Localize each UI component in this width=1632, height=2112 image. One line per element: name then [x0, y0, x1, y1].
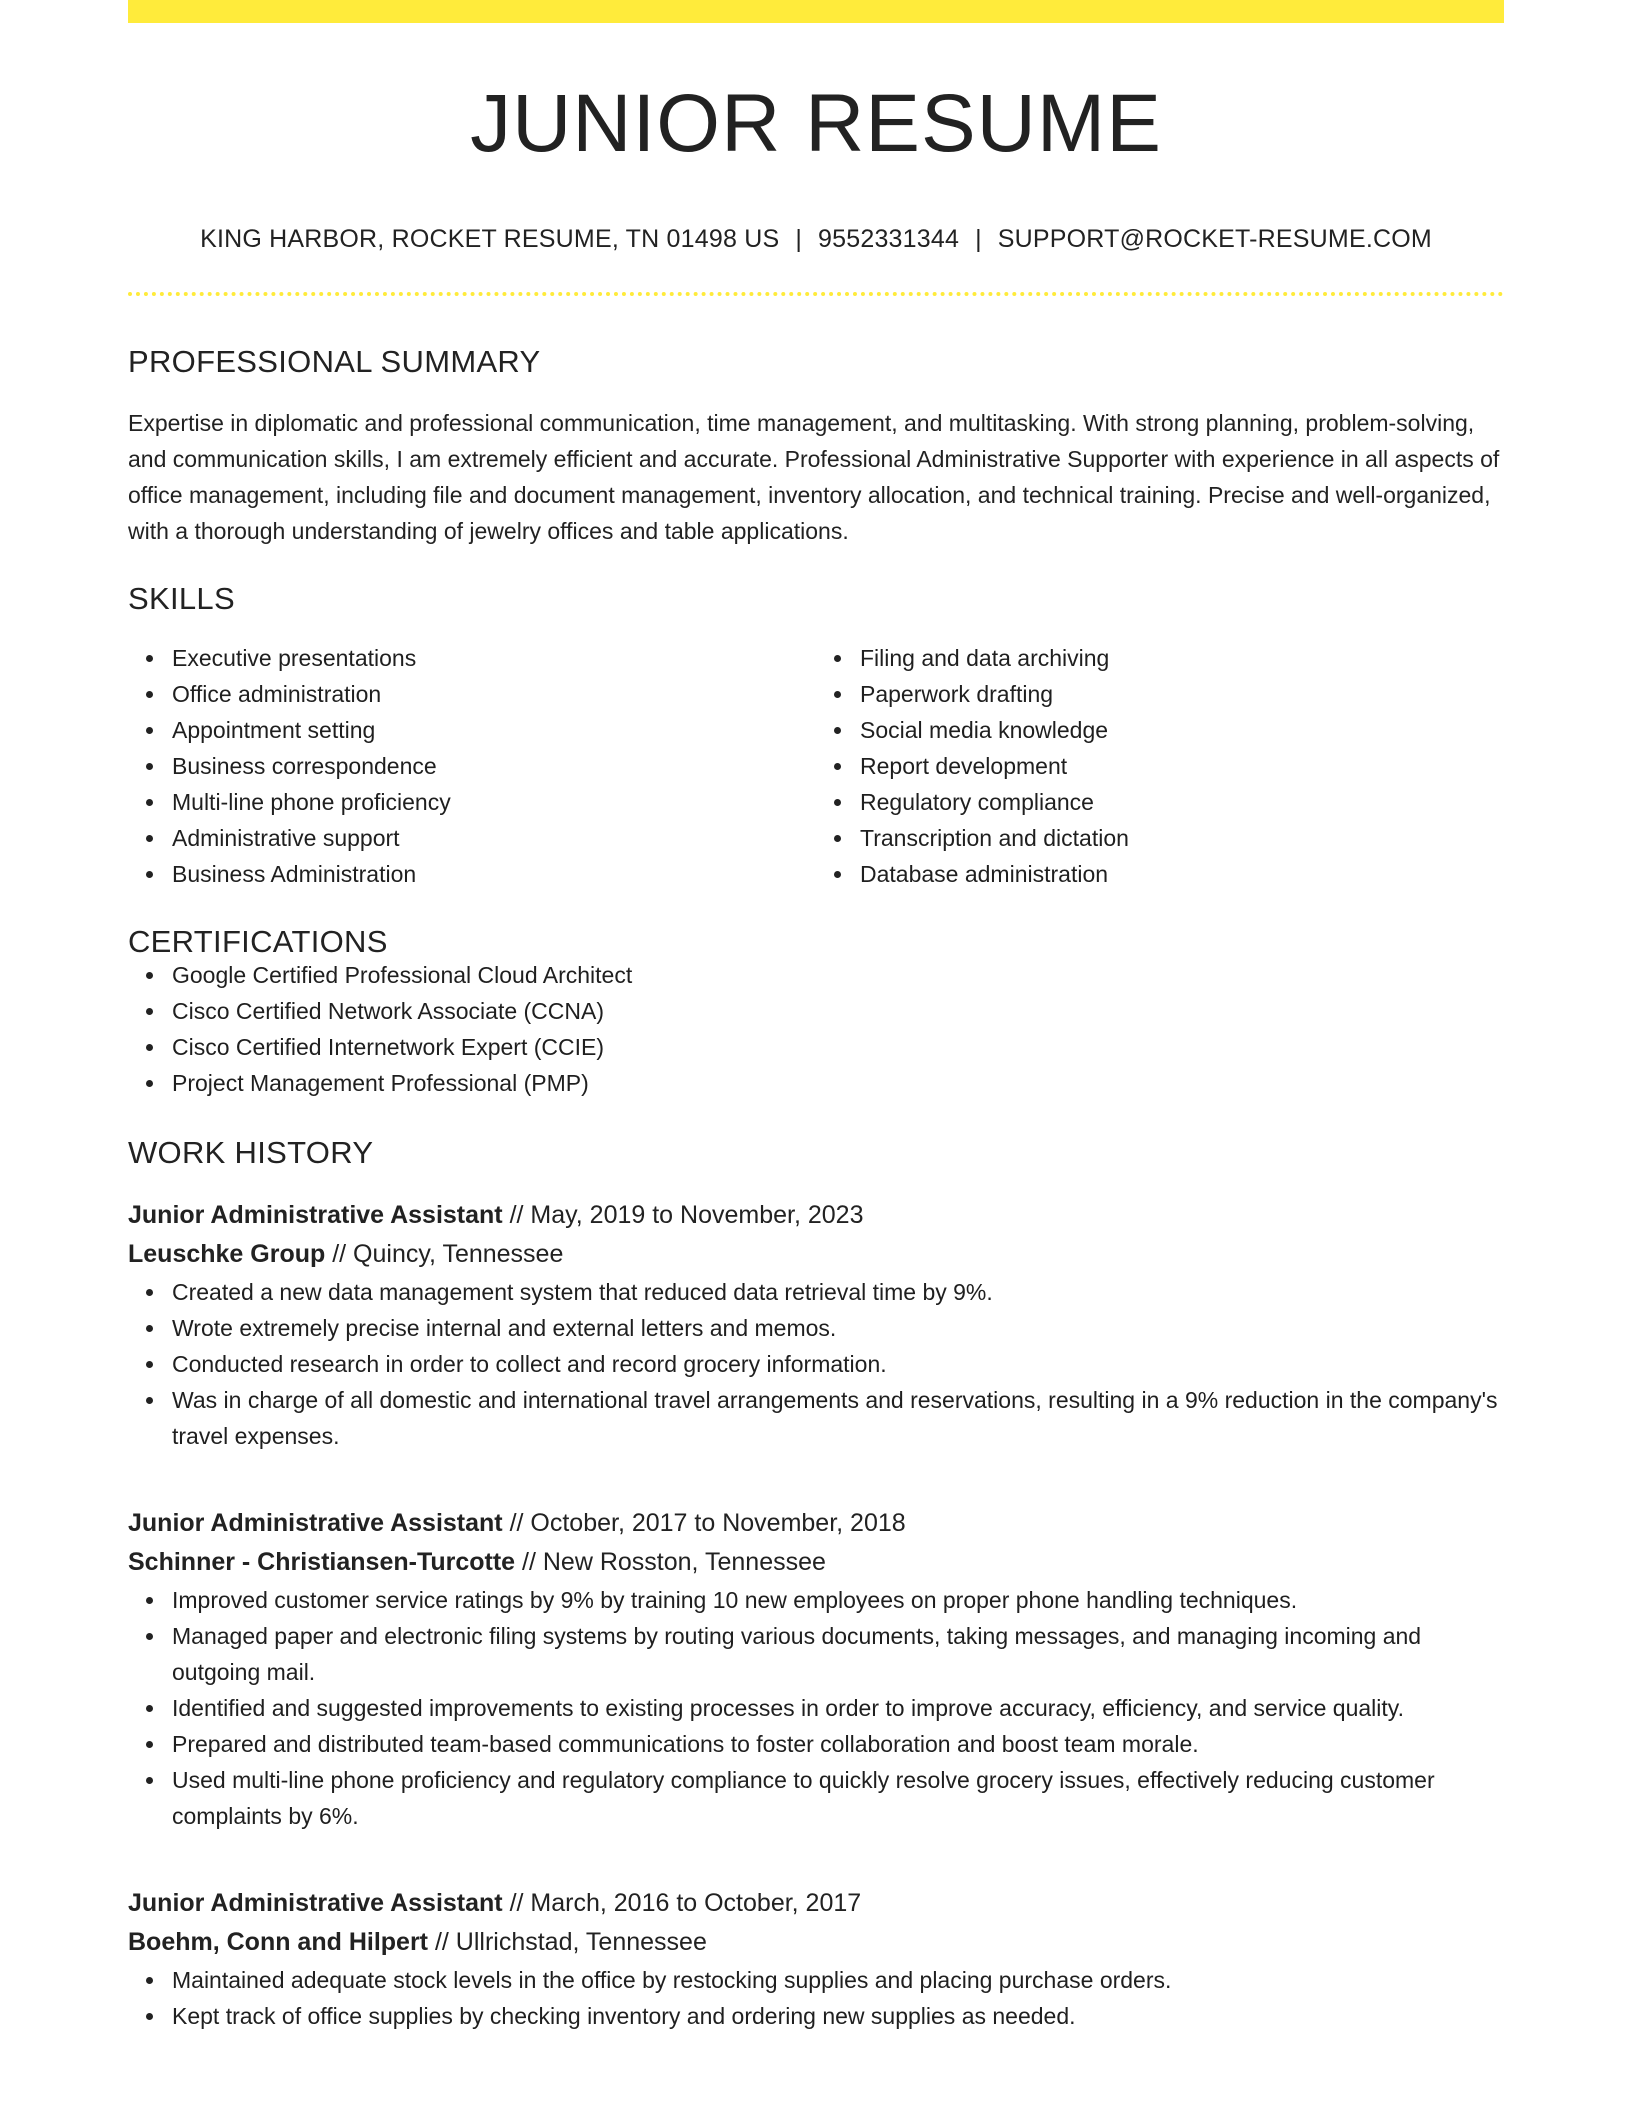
certifications-list: [128, 957, 1504, 1101]
skill-item: Report development: [860, 748, 1504, 784]
skill-item: Business Administration: [172, 856, 816, 892]
skills-right-column: [816, 640, 1504, 892]
job-location: // Ullrichstad, Tennessee: [428, 1928, 707, 1956]
job-bullet: Managed paper and electronic filing systems by routing various documents, taking messages, and managing incoming and outgoing mail.: [172, 1618, 1504, 1690]
job-entry: [128, 1884, 1504, 2034]
certification-item: Google Certified Professional Cloud Architect: [172, 957, 1504, 993]
skill-item: Regulatory compliance: [860, 784, 1504, 820]
skill-item: Administrative support: [172, 820, 816, 856]
job-dates: // May, 2019 to November, 2023: [502, 1201, 864, 1229]
job-bullet: Conducted research in order to collect and record grocery information.: [172, 1346, 1504, 1382]
certification-item: Project Management Professional (PMP): [172, 1065, 1504, 1101]
skills-heading: SKILLS: [128, 581, 235, 616]
job-role: Junior Administrative Assistant: [128, 1889, 503, 1917]
job-bullet-list: [128, 1582, 1504, 1834]
job-company: Boehm, Conn and Hilpert: [128, 1928, 428, 1956]
job-location: // Quincy, Tennessee: [325, 1240, 564, 1268]
skill-item: Business correspondence: [172, 748, 816, 784]
job-dates: // October, 2017 to November, 2018: [502, 1509, 906, 1537]
job-bullet-list: [128, 1274, 1504, 1454]
skill-item: Executive presentations: [172, 640, 816, 676]
job-bullet: Created a new data management system that reduced data retrieval time by 9%.: [172, 1274, 1504, 1310]
certification-item: Cisco Certified Network Associate (CCNA): [172, 993, 1504, 1029]
job-role: Junior Administrative Assistant: [128, 1201, 503, 1229]
certification-item: Cisco Certified Internetwork Expert (CCIE): [172, 1029, 1504, 1065]
job-bullet: Prepared and distributed team-based communications to foster collaboration and boost team morale.: [172, 1726, 1504, 1762]
job-company-line: [128, 1923, 1504, 1962]
contact-address: KING HARBOR, ROCKET RESUME, TN 01498 US: [200, 225, 780, 253]
summary-text: Expertise in diplomatic and professional communication, time management, and multitasking. With strong planning, problem-solving, and communication skills, I am extremely efficient and accurate. Professional Administrative Supporter with experience in all aspects of office management, including file and document management, inventory allocation, and technical training. Precise and well-organized, with a thorough understanding of jewelry offices and table applications.: [128, 410, 1500, 544]
contact-phone: 9552331344: [818, 225, 960, 253]
certifications-heading: CERTIFICATIONS: [128, 924, 388, 959]
job-company: Leuschke Group: [128, 1240, 326, 1268]
job-bullet: Wrote extremely precise internal and external letters and memos.: [172, 1310, 1504, 1346]
contact-email: SUPPORT@ROCKET-RESUME.COM: [997, 225, 1432, 253]
job-role-line: [128, 1504, 1504, 1543]
job-bullet: Improved customer service ratings by 9% by training 10 new employees on proper phone handling techniques.: [172, 1582, 1504, 1618]
dotted-divider: [128, 292, 1504, 296]
job-entry: [128, 1196, 1504, 1454]
resume-name: JUNIOR RESUME: [470, 78, 1162, 169]
summary-heading: PROFESSIONAL SUMMARY: [128, 344, 541, 379]
job-entry: [128, 1504, 1504, 1834]
skills-left-column: [128, 640, 816, 892]
skill-item: Appointment setting: [172, 712, 816, 748]
skill-item: Paperwork drafting: [860, 676, 1504, 712]
job-role-line: [128, 1196, 1504, 1235]
job-bullet: Was in charge of all domestic and international travel arrangements and reservations, resulting in a 9% reduction in the company's travel expenses.: [172, 1382, 1504, 1454]
contact-separator: |: [975, 225, 982, 253]
skill-item: Multi-line phone proficiency: [172, 784, 816, 820]
contact-line: [128, 227, 1504, 252]
job-bullet: Used multi-line phone proficiency and regulatory compliance to quickly resolve grocery issues, effectively reducing customer complaints by 6%.: [172, 1762, 1504, 1834]
job-bullet: Kept track of office supplies by checking inventory and ordering new supplies as needed.: [172, 1998, 1504, 2034]
job-company: Schinner - Christiansen-Turcotte: [128, 1548, 516, 1576]
skill-item: Filing and data archiving: [860, 640, 1504, 676]
skill-item: Database administration: [860, 856, 1504, 892]
work-history-heading: WORK HISTORY: [128, 1135, 374, 1170]
skill-item: Social media knowledge: [860, 712, 1504, 748]
job-bullet-list: [128, 1962, 1504, 2034]
job-company-line: [128, 1235, 1504, 1274]
job-dates: // March, 2016 to October, 2017: [502, 1889, 862, 1917]
job-role: Junior Administrative Assistant: [128, 1509, 503, 1537]
job-location: // New Rosston, Tennessee: [515, 1548, 826, 1576]
skill-item: Transcription and dictation: [860, 820, 1504, 856]
job-company-line: [128, 1543, 1504, 1582]
resume-content: [128, 23, 1504, 2034]
job-bullet: Identified and suggested improvements to existing processes in order to improve accuracy, efficiency, and service quality.: [172, 1690, 1504, 1726]
job-bullet: Maintained adequate stock levels in the office by restocking supplies and placing purchase orders.: [172, 1962, 1504, 1998]
job-role-line: [128, 1884, 1504, 1923]
skill-item: Office administration: [172, 676, 816, 712]
skills-grid: [128, 640, 1504, 892]
contact-separator: |: [795, 225, 803, 253]
accent-top-bar: [128, 0, 1504, 23]
